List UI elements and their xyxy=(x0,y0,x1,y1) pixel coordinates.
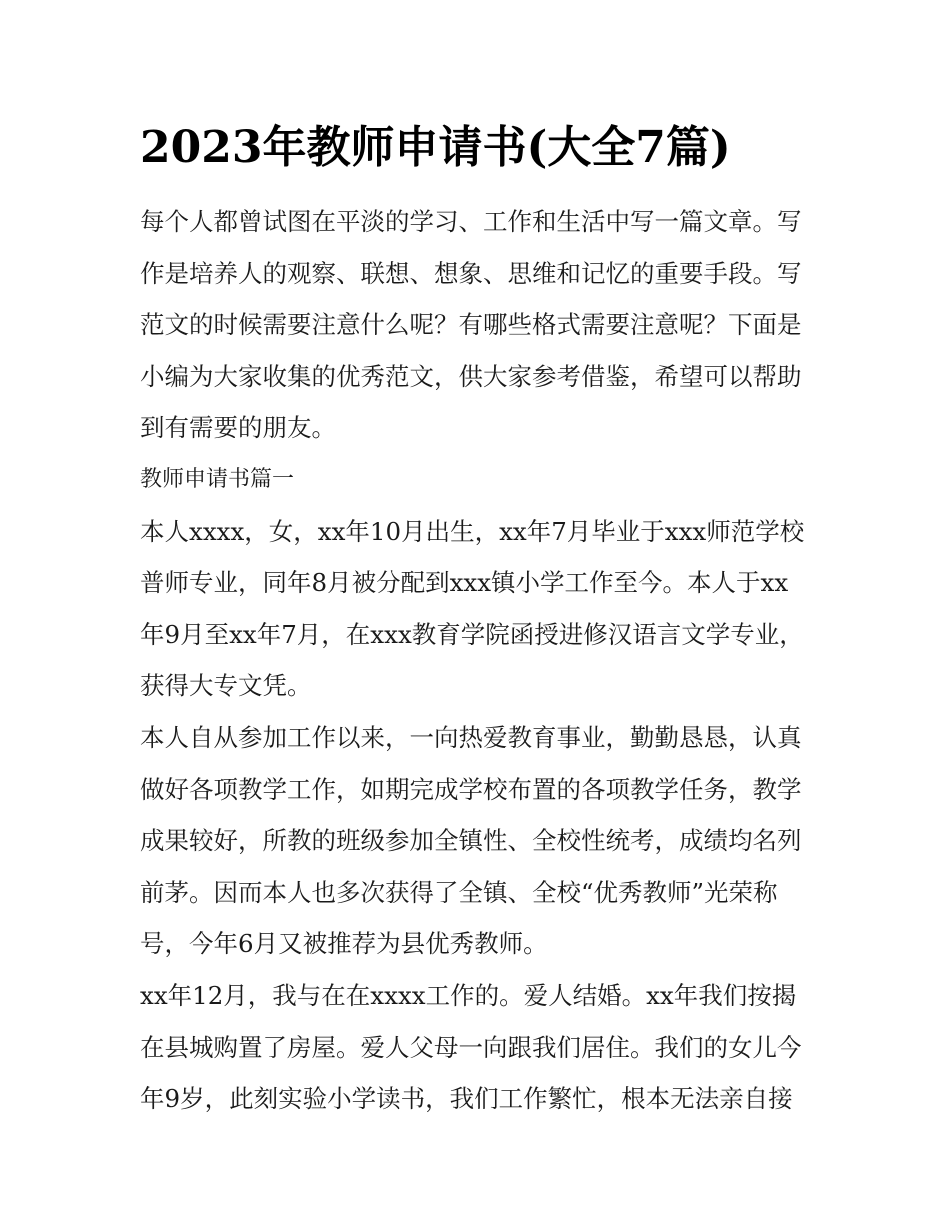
document-title: 2023年教师申请书(大全7篇) xyxy=(140,122,731,173)
intro-paragraph: 每个人都曾试图在平淡的学习、工作和生活中写一篇文章。写作是培养人的观察、联想、想象、思维和记忆的重要手段。写范文的时候需要注意什么呢？有哪些格式需要注意呢？下面是小编为大家收集的优秀范文，供大家参考借鉴，希望可以帮助到有需要的朋友。 xyxy=(140,207,802,443)
body-paragraph: xx年12月，我与在在xxxx工作的。爱人结婚。xx年我们按揭在县城购置了房屋。爱人父母一向跟我们居住。我们的女儿今年9岁，此刻实验小学读书，我们工作繁忙，根本无法亲自接 xyxy=(140,980,802,1114)
section-heading: 教师申请书篇一 xyxy=(140,466,295,492)
body-paragraph: 本人自从参加工作以来，一向热爱教育事业，勤勤恳恳，认真做好各项教学工作，如期完成学校布置的各项教学任务，教学成果较好，所教的班级参加全镇性、全校性统考，成绩均名列前茅。因而本人也多次获得了全镇、全校“优秀教师”光荣称号，今年6月又被推荐为县优秀教师。 xyxy=(140,722,802,959)
body-paragraph: 本人xxxx，女，xx年10月出生，xx年7月毕业于xxx师范学校普师专业，同年8月被分配到xxx镇小学工作至今。本人于xx年9月至xx年7月，在xxx教育学院函授进修汉语言文学专业，获得大专文凭。 xyxy=(140,516,805,701)
document-body xyxy=(140,196,812,1125)
